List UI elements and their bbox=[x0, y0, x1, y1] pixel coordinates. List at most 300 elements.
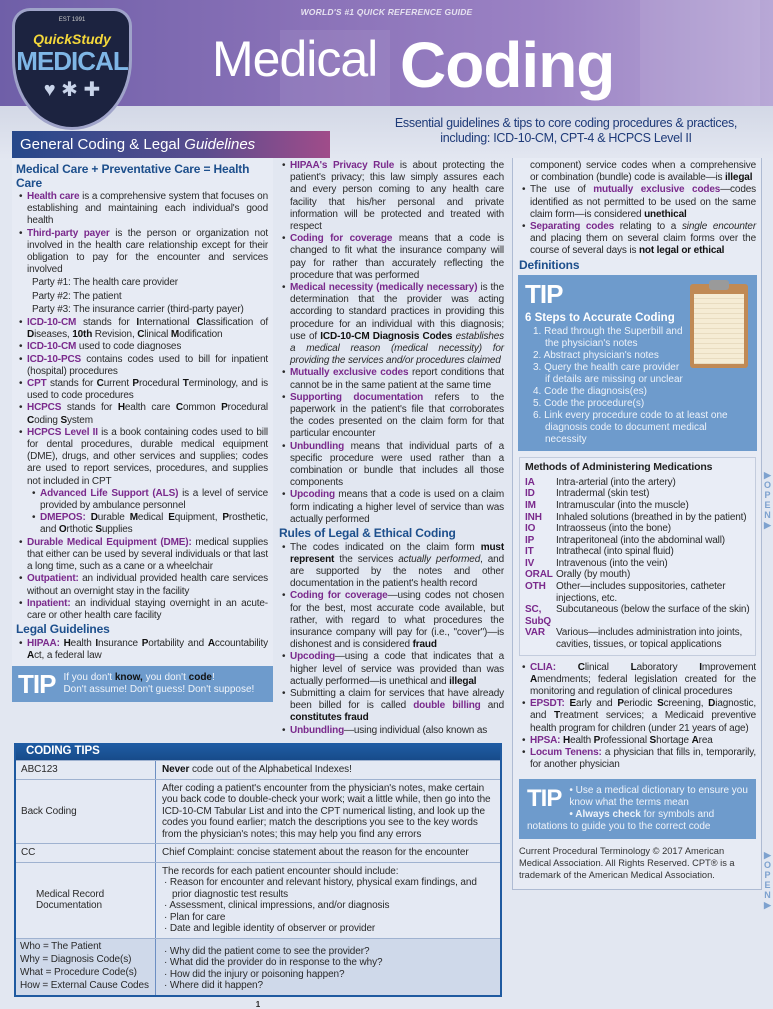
med-description: Other—includes suppositories, catheter injections, etc. bbox=[556, 581, 726, 604]
w5-question: · Where did it happen? bbox=[164, 980, 263, 992]
text-segment: D bbox=[708, 698, 716, 710]
section-heading: Medical Care + Preventative Care = Health Care bbox=[16, 162, 250, 190]
med-description: Various—includes administration into joints, cavities, tissues, or topical applications bbox=[556, 627, 743, 651]
med-code: IP bbox=[525, 534, 535, 546]
med-code: IT bbox=[525, 546, 534, 558]
list-subitem: Party #2: The patient bbox=[32, 290, 122, 302]
text-segment: S bbox=[95, 524, 102, 536]
list-item bbox=[16, 573, 268, 597]
row-content bbox=[156, 761, 500, 779]
term-label: CPT bbox=[27, 378, 47, 390]
list-item bbox=[16, 537, 268, 574]
tip-label: TIP bbox=[527, 785, 562, 813]
med-row bbox=[525, 488, 750, 500]
row-label: Back Coding bbox=[16, 780, 156, 844]
tip-line bbox=[63, 672, 254, 684]
text-segment: ealth care bbox=[124, 402, 176, 414]
med-code: ORAL bbox=[525, 569, 553, 581]
list-subitem: Party #3: The insurance carrier (third-party payer) bbox=[32, 303, 244, 315]
text-segment: establishes a medical reason (medical necessity) for providing the services and/or procedures claimed bbox=[290, 330, 504, 367]
list-item bbox=[279, 688, 504, 725]
text-segment: stands for bbox=[61, 402, 118, 414]
tip-label: TIP bbox=[525, 279, 563, 310]
text-segment: nternational bbox=[139, 317, 197, 329]
text-segment: H bbox=[63, 637, 71, 649]
text-segment: P bbox=[617, 698, 624, 710]
list-item bbox=[279, 392, 504, 441]
text-segment: H bbox=[117, 402, 125, 414]
text-segment: not legal or ethical bbox=[638, 245, 725, 257]
step-item: 6. Link every procedure code to at least one diagnosis code to document medical necessity bbox=[533, 410, 728, 446]
records-item: · Assessment, clinical impressions, and/or diagnosis bbox=[164, 900, 390, 912]
text-segment: an individual staying overnight in an acute-care or other health care facility bbox=[27, 597, 268, 621]
text-segment: mprovement bbox=[701, 661, 756, 673]
copyright-footnote: Current Procedural Terminology © 2017 American Medical Association. All Rights Reserved. CPT® is a trademark of the American Medical Association. bbox=[519, 846, 735, 881]
row-content bbox=[156, 780, 500, 844]
row-content bbox=[156, 844, 500, 862]
text-segment: and placing them on several claim forms over the course of several days is bbox=[530, 233, 756, 257]
w5-question-text: Why did the patient come to see the provider? bbox=[169, 945, 370, 957]
text-segment: rocedural bbox=[138, 378, 183, 390]
text-segment: I bbox=[95, 637, 99, 649]
med-row bbox=[525, 500, 750, 512]
text-segment bbox=[556, 662, 578, 673]
text-segment: rosthetic, and bbox=[40, 512, 268, 536]
table-row bbox=[16, 760, 500, 779]
list-item bbox=[16, 598, 268, 622]
term-label: HPSA: bbox=[530, 734, 561, 746]
text-segment: —codes identified as not permitted to be used on the same claim form—is considered bbox=[530, 184, 756, 220]
text-segment: rea bbox=[698, 734, 713, 746]
records-item-text: Assessment, clinical impressions, and/or diagnosis bbox=[169, 900, 390, 912]
w5-question: · How did the injury or poisoning happen? bbox=[164, 968, 345, 980]
records-item: · Reason for encounter and relevant history, physical exam findings, and prior diagnostic test results bbox=[164, 877, 477, 900]
text-segment: is about protecting the patient's privacy; this law simply assures each and every person coming to any health care facility that his/her personal and private information will be protected and treated with respect bbox=[290, 160, 505, 233]
section-heading: Legal Guidelines bbox=[16, 622, 110, 637]
text-segment: E bbox=[168, 512, 175, 524]
tip-label: TIP bbox=[18, 669, 56, 700]
page-number: 1 bbox=[255, 999, 261, 1009]
term-label: HIPAA: bbox=[27, 637, 60, 649]
text-segment: iagnostic, and bbox=[530, 698, 756, 722]
meds-title: Methods of Administering Medications bbox=[525, 461, 713, 474]
list-item bbox=[16, 317, 268, 341]
text-segment: ICD-10-CM Diagnosis Codes bbox=[320, 330, 453, 342]
text-segment: unethical bbox=[644, 208, 687, 220]
logo-est: EST 1991 bbox=[58, 17, 86, 23]
text-segment: D bbox=[27, 329, 35, 341]
term-label: Medical necessity (medically necessary) bbox=[290, 282, 478, 294]
section-title-italic: Guidelines bbox=[184, 136, 256, 153]
med-code: IV bbox=[525, 557, 535, 569]
text-segment: S bbox=[657, 698, 664, 710]
med-description: Intrathecal (into spinal fluid) bbox=[556, 546, 674, 558]
text-segment: The codes indicated on the claim form bbox=[290, 541, 481, 553]
text-segment: odification bbox=[179, 329, 223, 341]
text-segment: After coding a patient's encounter from the physician's notes, make certain you back code to double-check your work; wait a little while, then go into the ICD-10-CM Tabular List and into the CPT numerical listing, and look up the codes you found earlier; match the descriptions you see to the key words from the physician's notes; this may help you find any errors bbox=[162, 782, 491, 840]
tip-line: • Use a medical dictionary to ensure you know what the terms mean bbox=[569, 785, 748, 809]
text-segment: urable bbox=[97, 512, 130, 524]
records-item-text: Plan for care bbox=[169, 911, 226, 923]
w5-question-text: How did the injury or poisoning happen? bbox=[169, 968, 345, 980]
text-segment: the services bbox=[334, 553, 399, 565]
med-description: Intraosseus (into the bone) bbox=[556, 523, 671, 535]
row-label: Medical Record Documentation bbox=[16, 863, 156, 938]
text-segment: is the determination that the provider was acting according to standard practices in providing this procedure for an individual with this diagnosis; use of bbox=[290, 282, 504, 342]
coding-tips-title: CODING TIPS bbox=[16, 743, 500, 761]
left-panel bbox=[12, 158, 273, 702]
section-heading: Definitions bbox=[519, 257, 580, 272]
tip-bold: • Always check bbox=[569, 809, 641, 821]
text-segment: C bbox=[196, 317, 204, 329]
term-label: Upcoding bbox=[290, 651, 335, 663]
med-description: Intra-arterial (into the artery) bbox=[556, 476, 676, 488]
step-item: 4. Code the diagnosis(es) bbox=[533, 386, 647, 398]
text-segment: O bbox=[58, 524, 67, 536]
text-segment: actually performed bbox=[398, 553, 481, 565]
text-segment: ealth bbox=[570, 734, 594, 746]
text-segment: single encounter bbox=[681, 221, 756, 233]
med-description: Subcutaneous (below the surface of the skin) bbox=[556, 604, 750, 616]
text-segment: ortability and bbox=[148, 637, 208, 649]
w5-label: Why = Diagnosis Code(s) bbox=[20, 953, 132, 965]
term-label: Separating codes bbox=[530, 221, 615, 233]
text-segment: is a level of service provided by ambulance personnel bbox=[40, 487, 268, 512]
step-item: 5. Code the procedure(s) bbox=[533, 398, 645, 410]
text-segment: means that a code is changed to fit what the insurance company will pay for rather than accurately reflecting the procedure that was performed bbox=[290, 233, 505, 281]
text-segment: Chief Complaint: concise statement about the reason for the encounter bbox=[162, 847, 469, 859]
section-title-main: General Coding & Legal bbox=[20, 136, 185, 153]
med-row bbox=[525, 627, 750, 650]
med-description: Intravenous (into the vein) bbox=[556, 557, 668, 569]
w5-label: How = External Cause Codes bbox=[20, 979, 149, 991]
text-segment: The use of bbox=[530, 184, 594, 196]
step-item: 3. Query the health care provider if details are missing or unclear bbox=[533, 362, 683, 386]
text-segment: L bbox=[630, 661, 637, 673]
med-code: ID bbox=[525, 488, 535, 500]
w5-question: · Why did the patient come to see the provider? bbox=[164, 945, 370, 957]
text-segment: is the person or organization not involved in the health care relationship except for their obligation to pay for the encounter and services involved bbox=[27, 227, 268, 276]
list-item bbox=[16, 378, 268, 402]
med-row bbox=[525, 546, 750, 558]
term-label: Upcoding bbox=[290, 489, 335, 501]
definitions-list bbox=[519, 662, 756, 772]
tip-box-six-steps bbox=[518, 275, 757, 451]
text-segment: mendments; federal legislation created for the monitoring and regulation of clinical procedures bbox=[530, 673, 756, 698]
row-content bbox=[156, 863, 500, 938]
column-general-coding bbox=[12, 163, 273, 662]
text-segment: 10th bbox=[72, 329, 93, 341]
text-segment: linical bbox=[584, 661, 631, 673]
term-label: EPSDT: bbox=[530, 698, 565, 710]
tip-text: for symbols and notations to guide you to the correct code bbox=[527, 809, 715, 833]
open-arrow-icon: ▶ bbox=[764, 520, 771, 530]
text-segment: C bbox=[137, 329, 145, 341]
medical-star-icon: ♥ ✱ ✚ bbox=[43, 79, 101, 101]
med-row bbox=[525, 523, 750, 535]
med-description: Intradermal (skin test) bbox=[556, 488, 650, 500]
text-segment: A bbox=[207, 637, 215, 649]
med-code: SC, SubQ bbox=[525, 604, 552, 627]
list-item bbox=[519, 662, 756, 699]
text-segment: E bbox=[569, 698, 576, 710]
term-label: Supporting documentation bbox=[290, 391, 424, 403]
list-item bbox=[16, 512, 268, 536]
text-segment: ealth bbox=[70, 637, 96, 649]
text-segment: medical supplies that either can be used by several individuals or that last a long time, such as a cane or a wheelchair bbox=[27, 536, 269, 573]
term-label: HIPAA's Privacy Rule bbox=[290, 160, 395, 171]
text-segment: P bbox=[221, 402, 228, 414]
column-definitions bbox=[519, 160, 756, 272]
list-item bbox=[16, 488, 268, 512]
text-segment: constitutes fraud bbox=[290, 712, 369, 724]
term-label: CLIA: bbox=[530, 661, 556, 673]
steps-title: 6 Steps to Accurate Coding bbox=[525, 312, 675, 325]
subtitle-line: including: ICD-10-CM, CPT-4 & HCPCS Level II bbox=[440, 131, 692, 145]
term-label: Health care bbox=[27, 191, 80, 202]
text-segment: urrent bbox=[103, 378, 133, 390]
term-label: Coding for coverage bbox=[290, 233, 393, 245]
med-code: IM bbox=[525, 499, 536, 511]
list-item bbox=[519, 160, 756, 184]
coding-tips-table bbox=[14, 743, 502, 997]
open-tab-label: OPEN bbox=[763, 480, 771, 520]
text-segment: ystem bbox=[66, 414, 93, 426]
list-item bbox=[279, 542, 504, 591]
tagline: WORLD'S #1 QUICK REFERENCE GUIDE bbox=[300, 7, 473, 17]
list-item bbox=[279, 367, 504, 391]
row-label: ABC123 bbox=[16, 761, 156, 779]
text-segment: and bbox=[480, 700, 505, 712]
term-label: Advanced Life Support (ALS) bbox=[40, 487, 179, 499]
text-segment: H bbox=[563, 734, 571, 746]
list-item bbox=[279, 441, 504, 490]
text-segment: I bbox=[136, 317, 140, 329]
list-item bbox=[279, 160, 504, 233]
term-label: Coding for coverage bbox=[290, 590, 388, 602]
open-tab-marker bbox=[763, 470, 772, 530]
med-code: OTH bbox=[525, 581, 546, 593]
list-item bbox=[519, 698, 756, 735]
text-segment: know, bbox=[114, 672, 143, 684]
open-arrow-icon: ▶ bbox=[764, 470, 771, 480]
term-label: Mutually exclusive codes bbox=[290, 367, 409, 379]
text-segment: A bbox=[530, 673, 538, 685]
text-segment: quipment, bbox=[174, 512, 223, 524]
med-row bbox=[525, 558, 750, 570]
open-arrow-icon: ▶ bbox=[764, 900, 771, 910]
w5-label: What = Procedure Code(s) bbox=[20, 966, 137, 978]
text-segment: erminology, and is used to code procedures bbox=[27, 378, 269, 402]
text-segment: P bbox=[593, 734, 601, 746]
med-row bbox=[525, 581, 750, 604]
text-segment: rofessional bbox=[600, 734, 650, 746]
text-segment: M bbox=[129, 512, 138, 524]
text-segment: Revision, bbox=[92, 329, 138, 341]
text-segment: refers to the paperwork in the patient's file that corroborates the codes presented on the claim form for that particular encounter bbox=[290, 391, 504, 440]
text-segment: aboratory bbox=[636, 661, 700, 673]
list-item bbox=[16, 638, 268, 662]
tip-line: Don't assume! Don't guess! Don't suppose! bbox=[63, 684, 255, 696]
term-label: double billing bbox=[413, 700, 481, 712]
title-bold: Coding bbox=[400, 29, 615, 101]
text-segment: T bbox=[182, 378, 189, 390]
open-arrow-icon: ▶ bbox=[764, 850, 771, 860]
logo-main: MEDICAL bbox=[16, 46, 128, 76]
term-label: Outpatient: bbox=[27, 573, 79, 585]
text-segment: oding bbox=[34, 414, 61, 426]
med-description: Inhaled solutions (breathed in by the patient) bbox=[556, 511, 747, 523]
text-segment: S bbox=[60, 414, 67, 426]
list-item bbox=[16, 341, 268, 353]
list-item bbox=[279, 233, 504, 282]
text-segment: A bbox=[27, 649, 35, 661]
term-label: HCPCS Level II bbox=[27, 426, 98, 438]
row-label: CC bbox=[16, 844, 156, 862]
subtitle bbox=[366, 116, 766, 146]
text-segment: P bbox=[132, 378, 139, 390]
w5-label: Who = The Patient bbox=[20, 940, 102, 952]
list-item bbox=[16, 402, 268, 426]
list-item bbox=[16, 354, 268, 378]
text-segment: contains codes used to bill for inpatient (hospital) procedures bbox=[27, 353, 268, 377]
table-row bbox=[16, 862, 500, 938]
clipboard-icon bbox=[690, 284, 748, 368]
records-item-text: Reason for encounter and relevant history, physical exam findings, and prior diagnostic test results bbox=[169, 877, 477, 900]
text-segment: component) service codes when a comprehensive or combination (bundle) code is available—is bbox=[530, 160, 756, 184]
term-label: ICD-10-CM bbox=[27, 317, 77, 329]
text-segment: edical bbox=[137, 512, 169, 524]
section-heading: Rules of Legal & Ethical Coding bbox=[279, 526, 456, 541]
text-segment: rthotic bbox=[66, 524, 96, 536]
term-label: ICD-10-CM bbox=[27, 341, 77, 353]
text-segment: an individual provided health care services without an overnight stay in the facility bbox=[27, 573, 268, 597]
text-segment: Never bbox=[162, 764, 190, 776]
text-segment: is a comprehensive system that focuses on establishing and maintaining each individual's good health bbox=[27, 191, 268, 227]
list-item bbox=[279, 725, 504, 737]
text-segment: eriodic bbox=[623, 698, 658, 710]
text-segment: M bbox=[170, 329, 180, 341]
records-item: · Plan for care bbox=[164, 911, 226, 923]
text-segment: nsurance bbox=[98, 637, 142, 649]
records-item-text: Date and legible identity of observer or provider bbox=[169, 923, 376, 935]
list-item bbox=[519, 735, 756, 747]
text-segment: illegal bbox=[725, 172, 753, 184]
left-region bbox=[12, 158, 504, 1009]
section-title bbox=[12, 131, 330, 158]
med-description: Orally (by mouth) bbox=[556, 569, 631, 581]
text-segment: is a book containing codes used to bill for dental procedures, durable medical equipment (DME), drugs, and other services and supplies; codes are used to report services, procedures, and supplies not included in CPT bbox=[27, 426, 268, 487]
text-segment: C bbox=[96, 378, 104, 390]
text-segment: T bbox=[553, 710, 560, 722]
text-segment: creening, bbox=[663, 698, 709, 710]
text-segment: iseases, bbox=[34, 329, 73, 341]
med-code: IO bbox=[525, 523, 536, 535]
text-segment: means that individual parts of a specific procedure were used rather than a combination or bundle that includes all those components bbox=[290, 440, 504, 489]
term-label: Locum Tenens: bbox=[530, 747, 602, 759]
list-item bbox=[279, 489, 504, 526]
text-segment: —using codes not chosen for the best, most accurate code available, but rather, with regard to what procedures the insurance company will pay for (i.e., "cover")—is dishonest and is considered bbox=[290, 590, 505, 651]
med-description: Intraperitoneal (into the abdominal wall) bbox=[556, 534, 725, 546]
term-label: Inpatient: bbox=[27, 597, 71, 609]
title-light: Medical bbox=[212, 31, 378, 87]
text-segment: code out of the Alphabetical Indexes! bbox=[189, 764, 352, 776]
text-segment: arly and bbox=[576, 698, 618, 710]
term-label: DMEPOS: bbox=[40, 512, 86, 524]
text-segment: reatment services; a Medicaid preventive health program for children (under 21 years of age) bbox=[530, 710, 756, 734]
w5-question: · What did the provider do in response to the why? bbox=[164, 957, 383, 969]
table-row bbox=[16, 779, 500, 844]
list-item bbox=[519, 184, 756, 221]
tip-box-dont-know bbox=[12, 666, 273, 702]
list-item bbox=[519, 221, 756, 258]
row-label bbox=[16, 939, 156, 995]
row-content bbox=[156, 939, 500, 995]
med-row bbox=[525, 512, 750, 524]
step-item: 2. Abstract physician's notes bbox=[533, 350, 659, 362]
tip-box-dictionary bbox=[519, 779, 756, 839]
text-segment: ommon bbox=[182, 402, 222, 414]
text-segment: linical bbox=[144, 329, 171, 341]
med-description: Intramuscular (into the muscle) bbox=[556, 499, 689, 511]
term-label: Third-party payer bbox=[27, 227, 110, 239]
w5-question-text: What did the provider do in response to the why? bbox=[169, 957, 383, 969]
med-code: IA bbox=[525, 476, 535, 488]
term-label: ICD-10-PCS bbox=[27, 353, 82, 365]
term-label: Durable Medical Equipment (DME): bbox=[27, 536, 192, 548]
w5-question-text: Where did it happen? bbox=[169, 980, 263, 992]
text-segment: , and are supported by the notes and other documentation in the patient's health record bbox=[290, 553, 505, 590]
med-row bbox=[525, 604, 750, 627]
term-label: Unbundling bbox=[290, 440, 345, 452]
step-item: 1. Read through the Superbill and the physician's notes bbox=[533, 326, 683, 350]
table-row bbox=[16, 843, 500, 862]
term-label: mutually exclusive codes bbox=[593, 184, 721, 196]
open-tab-label: OPEN bbox=[763, 860, 771, 900]
med-row bbox=[525, 477, 750, 489]
list-item bbox=[279, 590, 504, 651]
list-item bbox=[16, 228, 268, 277]
text-segment: P bbox=[222, 512, 229, 524]
list-item bbox=[519, 747, 756, 771]
open-tab-marker bbox=[763, 850, 772, 910]
med-row bbox=[525, 535, 750, 547]
text-segment: illegal bbox=[449, 675, 477, 687]
records-intro: The records for each patient encounter should include: bbox=[162, 865, 399, 877]
text-segment: fraud bbox=[412, 639, 437, 651]
subtitle-line: Essential guidelines & tips to core coding procedures & practices, bbox=[394, 116, 738, 130]
text-segment: rocedural bbox=[227, 402, 268, 414]
text-segment: —using a code that indicates that a higher level of service was provided than was actually performed—is unethical and bbox=[290, 651, 504, 687]
column-legal bbox=[279, 158, 504, 737]
text-segment: used to code diagnoses bbox=[76, 341, 182, 353]
text-segment: C bbox=[27, 414, 35, 426]
med-code: INH bbox=[525, 511, 542, 523]
list-item bbox=[279, 651, 504, 688]
table-row bbox=[16, 938, 500, 995]
text-segment: relating to a bbox=[614, 221, 682, 233]
list-item bbox=[279, 282, 504, 367]
records-item: · Date and legible identity of observer or provider bbox=[164, 923, 376, 935]
text-segment: ccountability bbox=[214, 637, 268, 649]
text-segment: I bbox=[699, 661, 702, 673]
text-segment: stands for bbox=[76, 317, 137, 329]
text-segment: —using individual (also known as bbox=[344, 724, 488, 736]
logo-brand: QuickStudy bbox=[33, 31, 111, 47]
text-segment: means that a code is used on a claim form indicating a higher level of service than was actually performed bbox=[290, 489, 504, 525]
right-panel bbox=[512, 158, 762, 890]
term-label: Unbundling bbox=[290, 724, 345, 736]
